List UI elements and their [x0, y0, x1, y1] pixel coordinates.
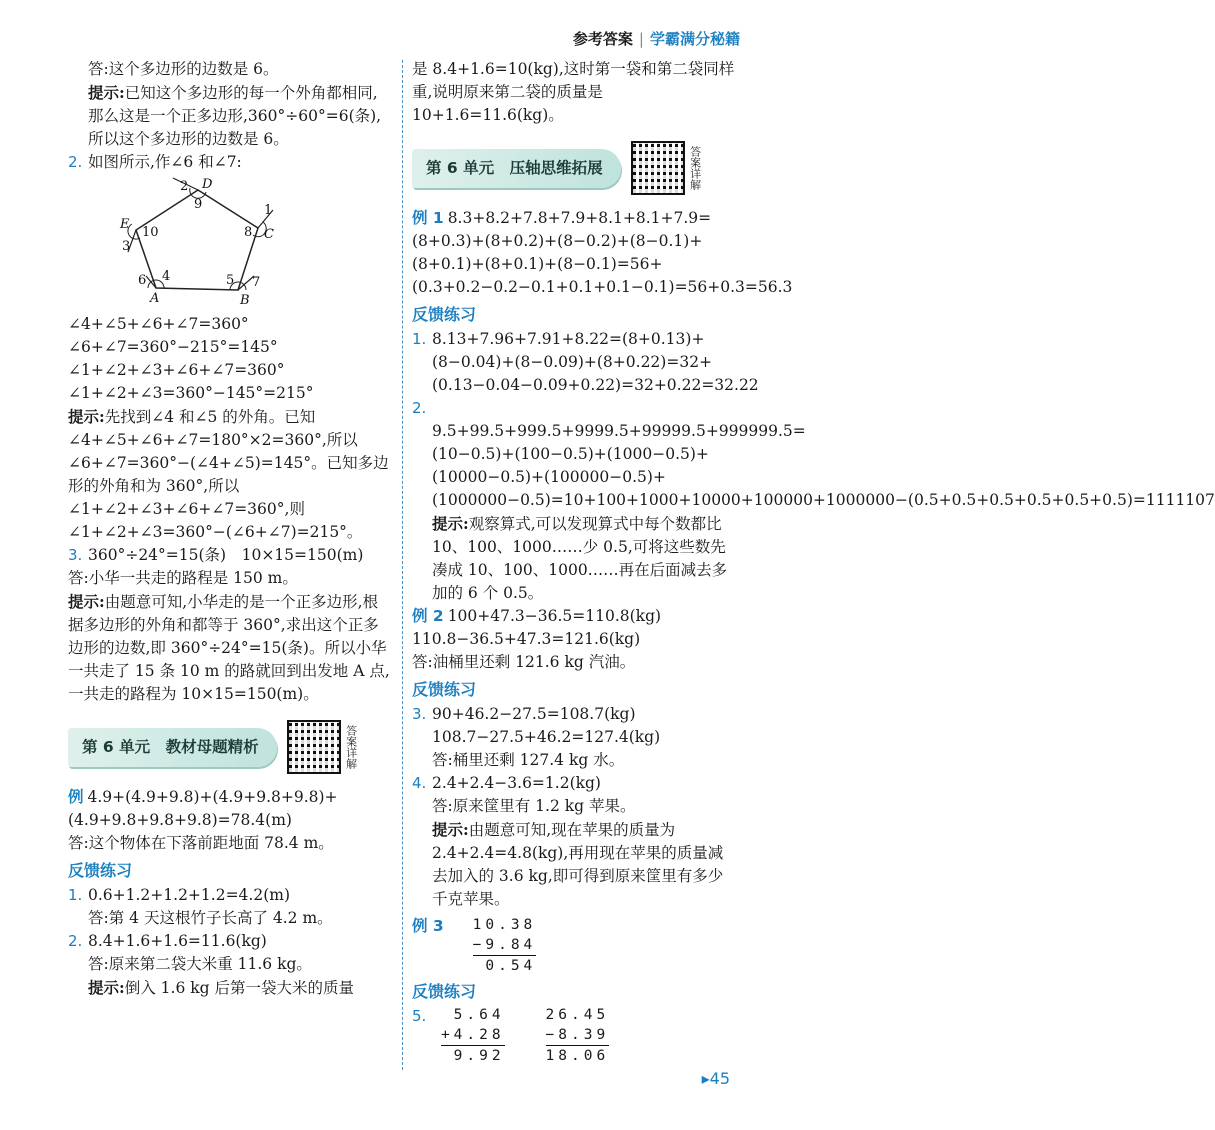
question-3 [68, 544, 390, 567]
header-separator: | [638, 30, 644, 48]
operand-b-row [473, 935, 537, 955]
qr-code-icon [287, 720, 341, 774]
exercise-4 [412, 772, 737, 795]
operator: + [440, 1027, 454, 1043]
result: 0.54 [473, 955, 537, 976]
hint-block [68, 405, 390, 544]
answer-line: 答:第 4 天这根竹子长高了 4.2 m。 [88, 909, 333, 927]
page-number-value: 45 [709, 1069, 730, 1088]
equation-line: 110.8−36.5+47.3=121.6(kg) [412, 630, 641, 648]
hint-text: 观察算式,可以发现算式中每个数都比 10、100、1000……少 0.5,可将这些数先凑成 10、100、1000……再在后面减去多加的 6 个 0.5。 [432, 515, 728, 602]
exercise-3 [412, 703, 737, 726]
angle-9: 9 [194, 197, 203, 212]
qr-caption: 答案详解 [688, 146, 702, 190]
left-column [68, 58, 390, 1000]
answer-line: 答:桶里还剩 127.4 kg 水。 [432, 751, 625, 769]
exercise-2 [412, 397, 1215, 512]
vertical-calculation [441, 1005, 505, 1066]
label-B: B [240, 293, 250, 308]
angle-6: 6 [138, 273, 147, 288]
banner-title: 第 6 单元 教材母题精析 [68, 728, 277, 767]
feedback-heading: 反馈练习 [412, 305, 477, 324]
result: 9.92 [441, 1045, 505, 1066]
angle-5: 5 [226, 273, 235, 288]
question-text: 90+46.2−27.5=108.7(kg) [432, 705, 636, 723]
equation-line: ∠1+∠2+∠3=360°−145°=215° [68, 384, 314, 402]
right-column [412, 58, 1215, 1066]
hint-block [412, 512, 737, 605]
equation-line: ∠1+∠2+∠3+∠6+∠7=360° [68, 361, 285, 379]
result: 18.06 [546, 1045, 610, 1066]
answer-line: 答:原来筐里有 1.2 kg 苹果。 [432, 797, 636, 815]
angle-1: 1 [264, 203, 273, 218]
label-A: A [150, 291, 160, 306]
qr-caption: 答案详解 [344, 725, 358, 769]
angle-2: 2 [180, 179, 189, 194]
exercise-1 [412, 328, 759, 397]
hint-block [68, 590, 390, 706]
operand-b-row [546, 1025, 610, 1045]
question-number: 2. [68, 153, 83, 171]
hint-label: 提示: [68, 407, 105, 426]
feedback-heading: 反馈练习 [68, 861, 133, 880]
example-label: 例 [68, 788, 84, 806]
question-number: 5. [412, 1007, 427, 1025]
question-number: 2. [412, 399, 427, 417]
question-2 [68, 151, 390, 174]
question-text: 360°÷24°=15(条) 10×15=150(m) [88, 546, 364, 564]
example-text: 4.9+(4.9+9.8)+(4.9+9.8+9.8)+(4.9+9.8+9.8+9.8)=78.4(m) [68, 788, 338, 829]
operand-b: 8.39 [558, 1027, 610, 1043]
answer-line: 答:这个多边形的边数是 6。 [88, 60, 279, 78]
feedback-heading: 反馈练习 [412, 680, 477, 699]
question-text: 0.6+1.2+1.2+1.2=4.2(m) [88, 886, 290, 904]
answer-line: 答:小华一共走的路程是 150 m。 [68, 569, 298, 587]
example [68, 786, 390, 832]
hint-block [68, 976, 390, 1000]
question-text: 8.4+1.6+1.6=11.6(kg) [88, 932, 267, 950]
section-banner [412, 141, 737, 195]
example-text: 100+47.3−36.5=110.8(kg) [447, 607, 662, 625]
banner-title: 第 6 单元 压轴思维拓展 [412, 149, 621, 188]
angle-8: 8 [244, 225, 253, 240]
exercise-1 [68, 884, 390, 907]
question-text: 2.4+2.4−3.6=1.2(kg) [432, 774, 601, 792]
answer-line: 答:原来第二袋大米重 11.6 kg。 [88, 955, 312, 973]
operator: − [545, 1027, 559, 1043]
header-answer-label: 参考答案 [572, 30, 633, 48]
vertical-calculation [546, 1005, 610, 1066]
angle-10: 10 [142, 225, 159, 240]
hint-block [412, 818, 737, 911]
equation-line: ∠6+∠7=360°−215°=145° [68, 338, 278, 356]
example-3 [412, 915, 737, 976]
feedback-heading: 反馈练习 [412, 982, 477, 1001]
hint-text: 倒入 1.6 kg 后第一袋大米的质量 [124, 979, 354, 997]
hint-text: 由题意可知,现在苹果的质量为 2.4+2.4=4.8(kg),再用现在苹果的质量减去加入的 3.6 kg,即可得到原来筐里有多少千克苹果。 [432, 821, 724, 908]
label-E: E [120, 217, 130, 232]
question-number: 3. [68, 546, 83, 564]
operand-b: 4.28 [453, 1027, 505, 1043]
question-text: 如图所示,作∠6 和∠7: [88, 153, 242, 171]
example-2 [412, 605, 737, 628]
angle-3: 3 [122, 239, 131, 254]
operand-a: 5.64 [453, 1007, 505, 1023]
column-divider [402, 60, 403, 1070]
vertical-calculation [473, 915, 537, 976]
hint-label: 提示: [432, 514, 469, 533]
operand-b: 9.84 [485, 937, 537, 953]
qr-code-icon [631, 141, 685, 195]
operand-a: 26.45 [545, 1007, 610, 1023]
hint-label: 提示: [68, 592, 105, 611]
question-number: 4. [412, 774, 427, 792]
example-label: 例 3 [412, 917, 444, 935]
example-label: 例 1 [412, 209, 444, 227]
question-text: 8.13+7.96+7.91+8.22=(8+0.13)+(8−0.04)+(8−0.09)+(8+0.22)=32+(0.13−0.04−0.09+0.22)=32+0.22=32.22 [432, 330, 759, 394]
hint-text: 已知这个多边形的每一个外角都相同,那么这是一个正多边形,360°÷60°=6(条),所以这个多边形的边数是 6。 [88, 84, 382, 148]
pentagon-diagram [108, 177, 298, 308]
question-number: 1. [68, 886, 83, 904]
answer-line: 答:这个物体在下落前距地面 78.4 m。 [68, 834, 334, 852]
example-text: 8.3+8.2+7.8+7.9+8.1+8.1+7.9=(8+0.3)+(8+0.2)+(8−0.2)+(8−0.1)+(8+0.1)+(8+0.1)+(8−0.1)=56+(0.3+0.2−0.2−0.1+0.1+0.1−0.1)=56+0.3=56.3 [412, 209, 793, 296]
hint-label: 提示: [88, 83, 125, 102]
hint-label: 提示: [88, 978, 125, 997]
answer-line: 答:油桶里还剩 121.6 kg 汽油。 [412, 653, 636, 671]
exercise-2 [68, 930, 390, 953]
equation-line: ∠4+∠5+∠6+∠7=360° [68, 315, 249, 333]
section-banner [68, 720, 390, 774]
question-number: 2. [68, 932, 83, 950]
hint-label: 提示: [432, 820, 469, 839]
operand-b-row [441, 1025, 505, 1045]
header-brand: 学霸满分秘籍 [649, 30, 740, 48]
angle-7: 7 [252, 275, 261, 290]
operand-a: 10.38 [472, 917, 537, 933]
pentagon-figure [108, 177, 390, 308]
label-C: C [264, 227, 274, 242]
continued-text: 是 8.4+1.6=10(kg),这时第一袋和第二袋同样重,说明原来第二袋的质量是 10+1.6=11.6(kg)。 [412, 60, 735, 124]
question-number: 1. [412, 330, 427, 348]
page-number: ▸45 [701, 1069, 730, 1088]
page-header [573, 28, 740, 49]
hint-text: 由题意可知,小华走的是一个正多边形,根据多边形的外角和都等于 360°,求出这个正多边形的边数,即 360°÷24°=15(条)。所以小华一共走了 15 条 10 m 的路就回到出发地 A 点,一共走的路程为 10×15=150(m)。 [68, 593, 390, 703]
question-text: 9.5+99.5+999.5+9999.5+99999.5+999999.5=(10−0.5)+(100−0.5)+(1000−0.5)+(10000−0.5)+(100000−0.5)+(1000000−0.5)=10+100+1000+10000+100000+1000000−(0.5+0.5+0.5+0.5+0.5+0.5)=1111107 [432, 422, 1215, 509]
equation-line: 108.7−27.5+46.2=127.4(kg) [432, 728, 661, 746]
label-D: D [202, 177, 213, 192]
hint-text: 先找到∠4 和∠5 的外角。已知∠4+∠5+∠6+∠7=180°×2=360°,所以∠6+∠7=360°−(∠4+∠5)=145°。已知多边形的外角和为 360°,所以∠1+∠2+∠3+∠6+∠7=360°,则∠1+∠2+∠3=360°−(∠6+∠7)=215°。 [68, 408, 389, 541]
operator: − [472, 937, 486, 953]
question-number: 3. [412, 705, 427, 723]
angle-4: 4 [162, 269, 171, 284]
hint-block [68, 81, 390, 151]
example-1 [412, 207, 793, 299]
exercise-5 [412, 1005, 737, 1066]
example-label: 例 2 [412, 607, 444, 625]
